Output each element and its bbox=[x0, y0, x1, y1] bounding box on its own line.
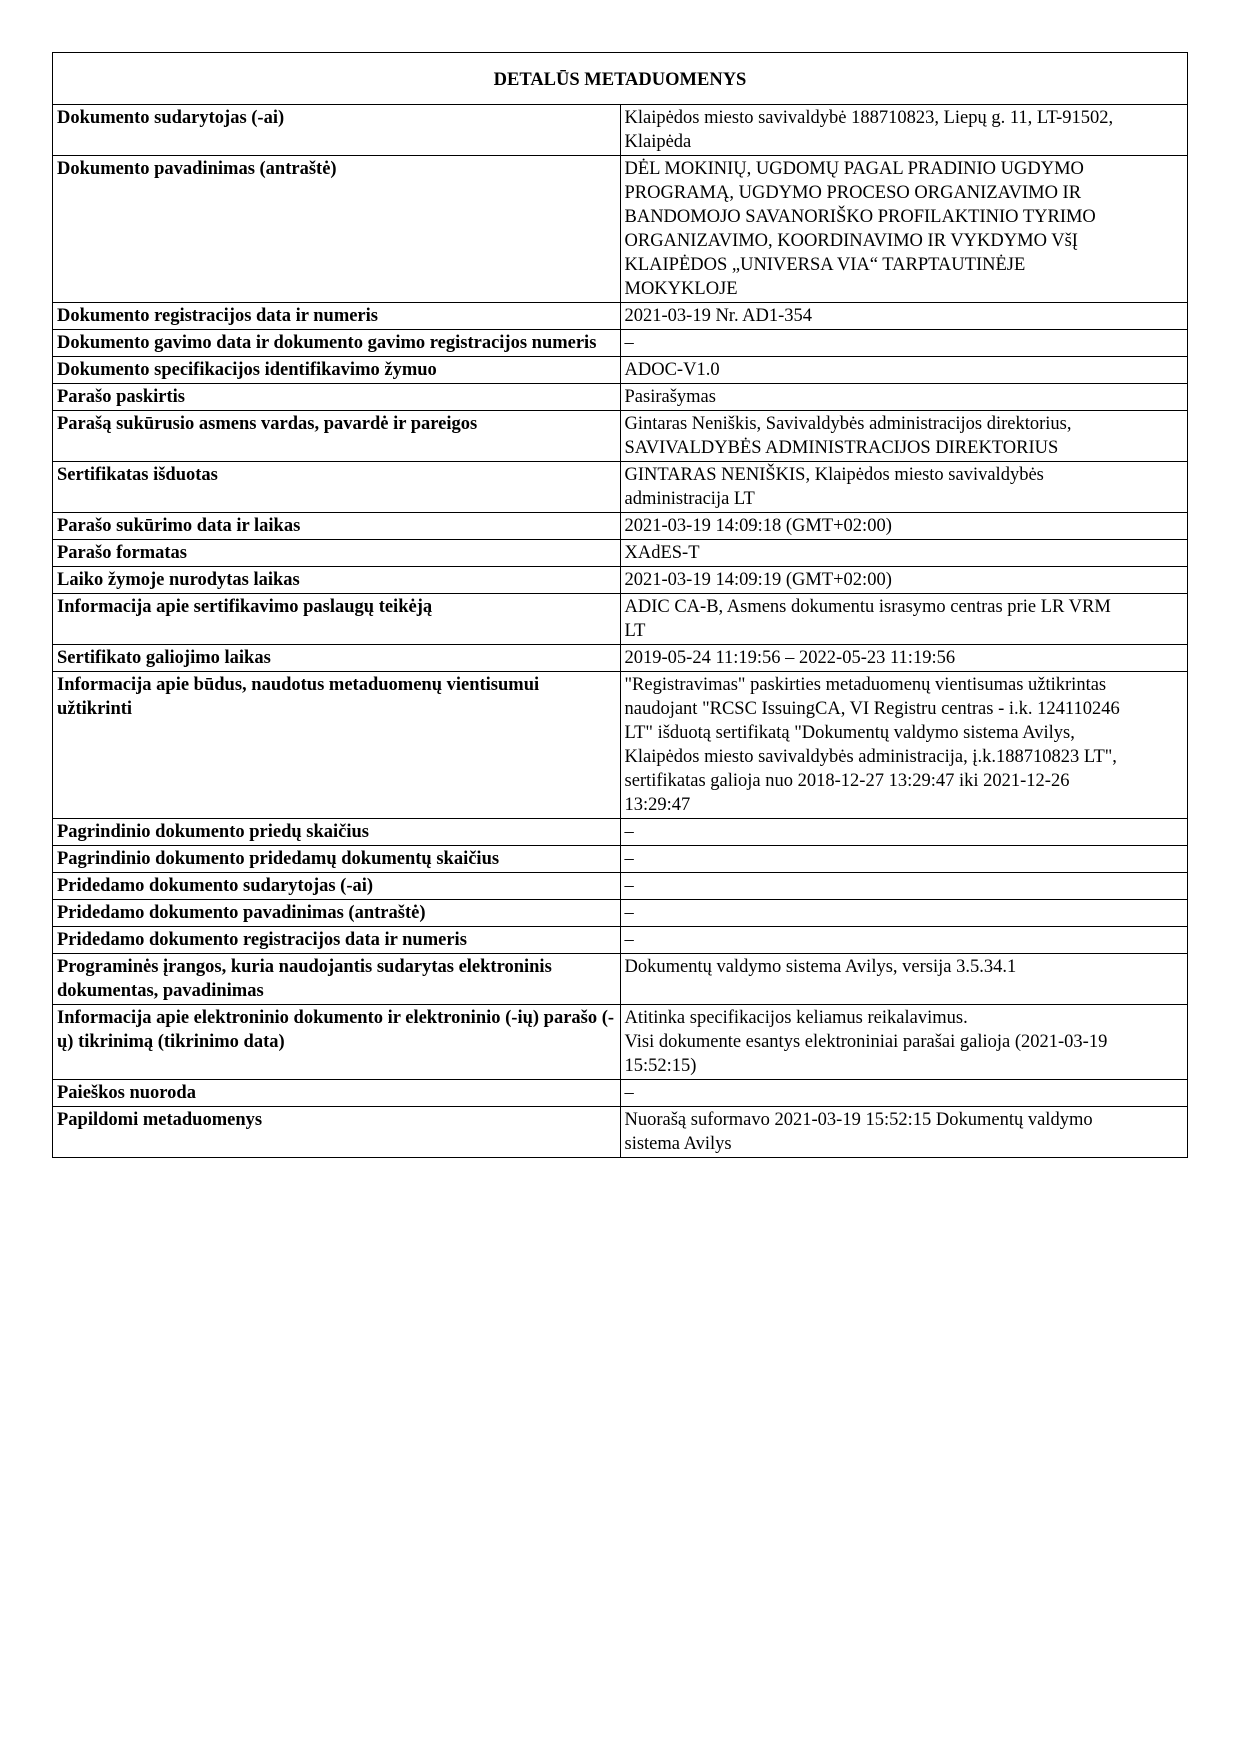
row-label: Sertifikato galiojimo laikas bbox=[53, 645, 621, 672]
row-value-line: 15:52:15) bbox=[624, 1056, 697, 1076]
row-label: Papildomi metaduomenys bbox=[53, 1107, 621, 1158]
row-value-line: 13:29:47 bbox=[624, 795, 691, 815]
row-value bbox=[620, 462, 1188, 513]
row-value bbox=[620, 411, 1188, 462]
row-label: Pagrindinio dokumento priedų skaičius bbox=[53, 819, 621, 846]
row-label: Pridedamo dokumento registracijos data ir numeris bbox=[53, 927, 621, 954]
row-label: Dokumento pavadinimas (antraštė) bbox=[53, 156, 621, 303]
row-value-line: MOKYKLOJE bbox=[624, 279, 738, 299]
row-label: Pagrindinio dokumento pridedamų dokumentų skaičius bbox=[53, 846, 621, 873]
table-row bbox=[53, 846, 1188, 873]
row-value-line: 2021-03-19 Nr. AD1-354 bbox=[624, 306, 813, 326]
row-value-line: ADOC-V1.0 bbox=[624, 360, 720, 380]
row-value-line: GINTARAS NENIŠKIS, Klaipėdos miesto savivaldybės bbox=[624, 465, 1044, 485]
row-value-line: – bbox=[624, 822, 634, 842]
row-value-line: administracija LT bbox=[624, 489, 755, 509]
table-row bbox=[53, 900, 1188, 927]
row-value-line: Atitinka specifikacijos keliamus reikalavimus. bbox=[624, 1008, 968, 1028]
table-row bbox=[53, 954, 1188, 1005]
row-label: Dokumento gavimo data ir dokumento gavimo registracijos numeris bbox=[53, 330, 621, 357]
row-value-line: 2021-03-19 14:09:19 (GMT+02:00) bbox=[624, 570, 892, 590]
row-value-line: Gintaras Neniškis, Savivaldybės administracijos direktorius, bbox=[624, 414, 1072, 434]
row-value-line: Nuorašą suformavo 2021-03-19 15:52:15 Dokumentų valdymo bbox=[624, 1110, 1093, 1130]
row-value-line: Visi dokumente esantys elektroniniai parašai galioja (2021-03-19 bbox=[624, 1032, 1108, 1052]
table-row bbox=[53, 105, 1188, 156]
table-row bbox=[53, 156, 1188, 303]
row-value bbox=[620, 672, 1188, 819]
row-value-line: sistema Avilys bbox=[624, 1134, 732, 1154]
row-value-line: DĖL MOKINIŲ, UGDOMŲ PAGAL PRADINIO UGDYMO bbox=[624, 159, 1084, 179]
row-value-line: – bbox=[624, 333, 634, 353]
row-label: Paieškos nuoroda bbox=[53, 1080, 621, 1107]
row-value bbox=[620, 156, 1188, 303]
row-value bbox=[620, 819, 1188, 846]
table-row bbox=[53, 1107, 1188, 1158]
table-row bbox=[53, 1005, 1188, 1080]
row-label: Parašą sukūrusio asmens vardas, pavardė ir pareigos bbox=[53, 411, 621, 462]
row-value bbox=[620, 900, 1188, 927]
table-row bbox=[53, 357, 1188, 384]
metadata-table bbox=[52, 52, 1188, 1158]
row-value bbox=[620, 927, 1188, 954]
row-value bbox=[620, 384, 1188, 411]
row-label: Laiko žymoje nurodytas laikas bbox=[53, 567, 621, 594]
row-value-line: BANDOMOJO SAVANORIŠKO PROFILAKTINIO TYRIMO bbox=[624, 207, 1096, 227]
row-label: Dokumento registracijos data ir numeris bbox=[53, 303, 621, 330]
row-value bbox=[620, 1005, 1188, 1080]
row-value-line: Dokumentų valdymo sistema Avilys, versija 3.5.34.1 bbox=[624, 957, 1017, 977]
row-value-line: 2019-05-24 11:19:56 – 2022-05-23 11:19:56 bbox=[624, 648, 956, 668]
row-value bbox=[620, 513, 1188, 540]
row-value bbox=[620, 954, 1188, 1005]
row-value-line: – bbox=[624, 903, 634, 923]
table-row bbox=[53, 672, 1188, 819]
row-value-line: LT bbox=[624, 621, 646, 641]
row-value-line: ADIC CA-B, Asmens dokumentu israsymo centras prie LR VRM bbox=[624, 597, 1111, 617]
row-value bbox=[620, 873, 1188, 900]
table-row bbox=[53, 873, 1188, 900]
row-label: Programinės įrangos, kuria naudojantis sudarytas elektroninis dokumentas, pavadinimas bbox=[53, 954, 621, 1005]
row-value-line: SAVIVALDYBĖS ADMINISTRACIJOS DIREKTORIUS bbox=[624, 438, 1059, 458]
table-title: DETALŪS METADUOMENYS bbox=[53, 53, 1188, 105]
row-value bbox=[620, 1080, 1188, 1107]
row-value-line: – bbox=[624, 876, 634, 896]
table-row bbox=[53, 540, 1188, 567]
table-row bbox=[53, 462, 1188, 513]
row-value-line: Pasirašymas bbox=[624, 387, 716, 407]
table-row bbox=[53, 927, 1188, 954]
row-label: Sertifikatas išduotas bbox=[53, 462, 621, 513]
row-value-line: 2021-03-19 14:09:18 (GMT+02:00) bbox=[624, 516, 892, 536]
row-label: Parašo sukūrimo data ir laikas bbox=[53, 513, 621, 540]
row-value bbox=[620, 330, 1188, 357]
row-label: Dokumento specifikacijos identifikavimo žymuo bbox=[53, 357, 621, 384]
row-value-line: LT" išduotą sertifikatą "Dokumentų valdymo sistema Avilys, bbox=[624, 723, 1075, 743]
row-value bbox=[620, 303, 1188, 330]
row-label: Informacija apie sertifikavimo paslaugų teikėją bbox=[53, 594, 621, 645]
table-row bbox=[53, 513, 1188, 540]
row-value-line: naudojant "RCSC IssuingCA, VI Registru centras - i.k. 124110246 bbox=[624, 699, 1120, 719]
table-row bbox=[53, 567, 1188, 594]
row-value-line: Klaipėdos miesto savivaldybė 188710823, Liepų g. 11, LT-91502, bbox=[624, 108, 1114, 128]
table-row bbox=[53, 819, 1188, 846]
row-value-line: – bbox=[624, 849, 634, 869]
row-value bbox=[620, 645, 1188, 672]
row-label: Pridedamo dokumento sudarytojas (-ai) bbox=[53, 873, 621, 900]
row-label: Dokumento sudarytojas (-ai) bbox=[53, 105, 621, 156]
table-row bbox=[53, 303, 1188, 330]
row-value-line: – bbox=[624, 930, 634, 950]
table-row bbox=[53, 1080, 1188, 1107]
row-value-line: ORGANIZAVIMO, KOORDINAVIMO IR VYKDYMO VšĮ bbox=[624, 231, 1078, 251]
table-row bbox=[53, 330, 1188, 357]
document-page bbox=[52, 52, 1188, 1158]
row-value bbox=[620, 1107, 1188, 1158]
row-label: Informacija apie elektroninio dokumento ir elektroninio (-ių) parašo (-ų) tikrinimą (tikrinimo data) bbox=[53, 1005, 621, 1080]
table-row bbox=[53, 384, 1188, 411]
row-value-line: Klaipėda bbox=[624, 132, 692, 152]
row-value-line: sertifikatas galioja nuo 2018-12-27 13:29:47 iki 2021-12-26 bbox=[624, 771, 1070, 791]
row-value-line: "Registravimas" paskirties metaduomenų vientisumas užtikrintas bbox=[624, 675, 1107, 695]
table-title-row bbox=[53, 53, 1188, 105]
table-row bbox=[53, 645, 1188, 672]
table-row bbox=[53, 411, 1188, 462]
row-value-line: Klaipėdos miesto savivaldybės administracija, į.k.188710823 LT", bbox=[624, 747, 1117, 767]
row-value-line: – bbox=[624, 1083, 634, 1103]
row-value bbox=[620, 567, 1188, 594]
row-value-line: PROGRAMĄ, UGDYMO PROCESO ORGANIZAVIMO IR bbox=[624, 183, 1082, 203]
row-value-line: XAdES-T bbox=[624, 543, 700, 563]
row-label: Pridedamo dokumento pavadinimas (antraštė) bbox=[53, 900, 621, 927]
row-value bbox=[620, 540, 1188, 567]
row-label: Parašo formatas bbox=[53, 540, 621, 567]
row-value bbox=[620, 357, 1188, 384]
row-label: Informacija apie būdus, naudotus metaduomenų vientisumui užtikrinti bbox=[53, 672, 621, 819]
row-value bbox=[620, 105, 1188, 156]
row-value bbox=[620, 594, 1188, 645]
row-value bbox=[620, 846, 1188, 873]
row-value-line: KLAIPĖDOS „UNIVERSA VIA“ TARPTAUTINĖJE bbox=[624, 255, 1026, 275]
row-label: Parašo paskirtis bbox=[53, 384, 621, 411]
table-row bbox=[53, 594, 1188, 645]
